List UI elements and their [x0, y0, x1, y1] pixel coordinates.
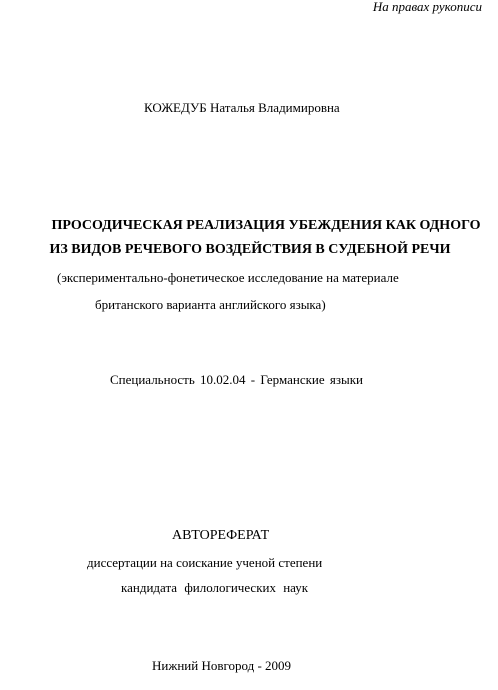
- title-line-2: ИЗ ВИДОВ РЕЧЕВОГО ВОЗДЕЙСТВИЯ В СУДЕБНОЙ РЕЧИ: [49, 242, 451, 257]
- degree-line-2: кандидата филологических наук: [121, 580, 309, 595]
- specialty: Специальность 10.02.04 - Германские языки: [110, 372, 364, 387]
- subtitle-line-2: британского варианта английского языка): [95, 297, 326, 312]
- title-line-1: ПРОСОДИЧЕСКАЯ РЕАЛИЗАЦИЯ УБЕЖДЕНИЯ КАК ОДНОГО: [51, 218, 481, 233]
- author-name: КОЖЕДУБ Наталья Владимировна: [144, 100, 340, 115]
- subtitle-line-1: (экспериментально-фонетическое исследование на материале: [57, 270, 399, 285]
- degree-line-1: диссертации на соискание ученой степени: [87, 555, 323, 570]
- place-year: Нижний Новгород - 2009: [152, 658, 292, 673]
- rights-note: На правах рукописи: [372, 0, 482, 14]
- document-type: АВТОРЕФЕРАТ: [172, 528, 270, 543]
